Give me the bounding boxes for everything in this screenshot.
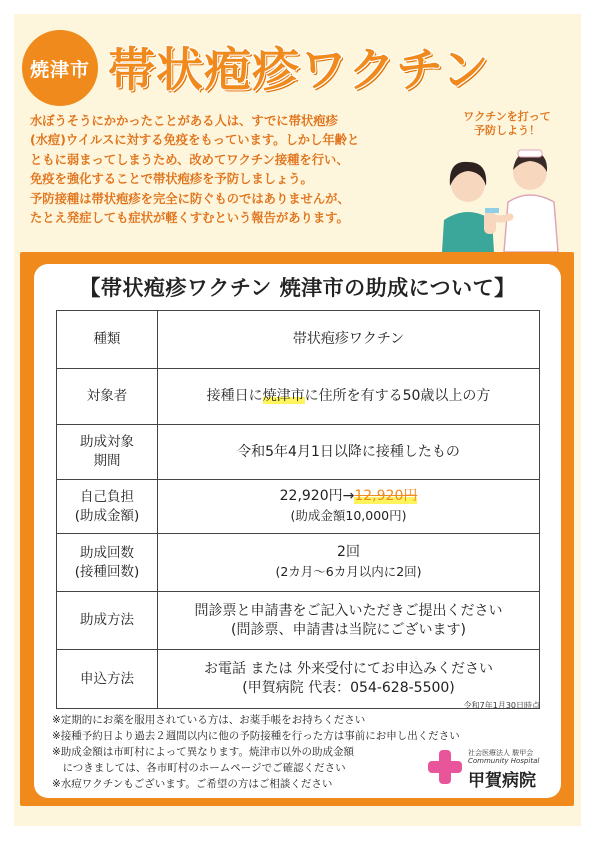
subsidy-table	[56, 310, 540, 709]
row-header	[57, 534, 158, 592]
row-header: 申込方法	[57, 650, 158, 709]
apply-line: お電話 または 外来受付にてお申込みください	[204, 661, 493, 677]
note-item: ※水痘ワクチンもございます。ご希望の方はご相談ください	[52, 778, 333, 790]
row-header-line: 期間	[93, 453, 121, 469]
row-header	[57, 425, 158, 480]
table-row	[57, 425, 540, 480]
hospital-english: Community Hospital	[468, 757, 540, 765]
row-value	[158, 534, 540, 592]
bubble-line: 予防しよう！	[474, 124, 540, 137]
intro-line: 免疫を強化することで帯状疱疹を予防しましょう。	[30, 172, 313, 187]
subsidy-note: (助成金額10,000円)	[290, 508, 407, 523]
target-pre: 接種日に	[206, 388, 263, 404]
city-label: 焼津市	[29, 58, 90, 81]
row-header-line: (接種回数)	[74, 563, 140, 580]
intro-line: 予防接種は帯状疱疹を完全に防ぐものではありませんが、	[30, 191, 350, 206]
table-row	[57, 311, 540, 369]
row-header: 対象者	[57, 369, 158, 425]
note-item: につきましては、各市町村のホームページでご確認ください	[52, 762, 346, 774]
row-header-line: (助成金額)	[74, 507, 140, 524]
intro-line: ともに弱まってしまうため、改めてワクチン接種を行い、	[30, 152, 349, 167]
dose-count: 2回	[337, 544, 360, 560]
table-row	[57, 369, 540, 425]
intro-line: 水ぼうそうにかかったことがある人は、すでに帯状疱疹	[30, 114, 338, 128]
vaccination-illustration	[430, 142, 570, 252]
hospital-name: 甲賀病院	[468, 771, 536, 791]
section-title: 【帯状疱疹ワクチン 焼津市の助成について】	[79, 276, 516, 300]
table-row	[57, 480, 540, 534]
note-item: ※助成金額は市町村によって異なります。焼津市以外の助成金額	[52, 746, 354, 758]
old-price: 22,920円	[279, 488, 343, 504]
intro-text	[30, 112, 430, 228]
hospital-corporation: 社会医療法人 駿甲会	[468, 749, 534, 757]
note-item: ※接種予約日より過去２週間以内に他の予防接種を行った方は事前にお申し出ください	[52, 730, 460, 742]
note-item: ※定期的にお薬を服用されている方は、お薬手帳をお持ちください	[52, 714, 366, 726]
row-value	[158, 480, 540, 534]
row-value	[158, 369, 540, 425]
target-post: に住所を有する50歳以上の方	[304, 388, 491, 404]
table-row	[57, 534, 540, 592]
bubble-line: ワクチンを打って	[463, 110, 551, 123]
page-title: 帯状疱疹ワクチン	[108, 42, 490, 98]
method-line: (問診票、申請書は当院にございます)	[231, 621, 466, 638]
row-value: 帯状疱疹ワクチン	[158, 311, 540, 369]
apply-phone: (甲賀病院 代表：054-628-5500)	[242, 680, 455, 696]
intro-line: (水痘)ウイルスに対する免疫をもっています。しかし年齢と	[30, 133, 360, 148]
row-header-line: 助成対象	[80, 434, 134, 450]
row-value: 令和5年4月1日以降に接種したもの	[158, 425, 540, 480]
price-arrow: →	[342, 488, 355, 504]
target-city-highlight: 焼津市	[262, 388, 305, 404]
as-of-date: 令和7年1月30日時点	[463, 701, 540, 710]
city-badge	[22, 30, 98, 106]
row-header: 種類	[57, 311, 158, 369]
row-header	[57, 480, 158, 534]
method-line: 問診票と申請書をご記入いただきご提出ください	[194, 602, 503, 619]
row-header: 助成方法	[57, 592, 158, 650]
cross-logo-icon	[428, 750, 462, 784]
dose-interval: (2カ月～6カ月以内に2回)	[275, 564, 422, 579]
intro-line: たとえ発症しても症状が軽くすむという報告があります。	[30, 211, 349, 226]
new-price: 12,920円	[354, 488, 418, 504]
table-row	[57, 592, 540, 650]
hospital-logo	[428, 748, 548, 790]
row-value	[158, 592, 540, 650]
row-header-line: 自己負担	[80, 488, 134, 505]
row-header-line: 助成回数	[80, 544, 134, 561]
